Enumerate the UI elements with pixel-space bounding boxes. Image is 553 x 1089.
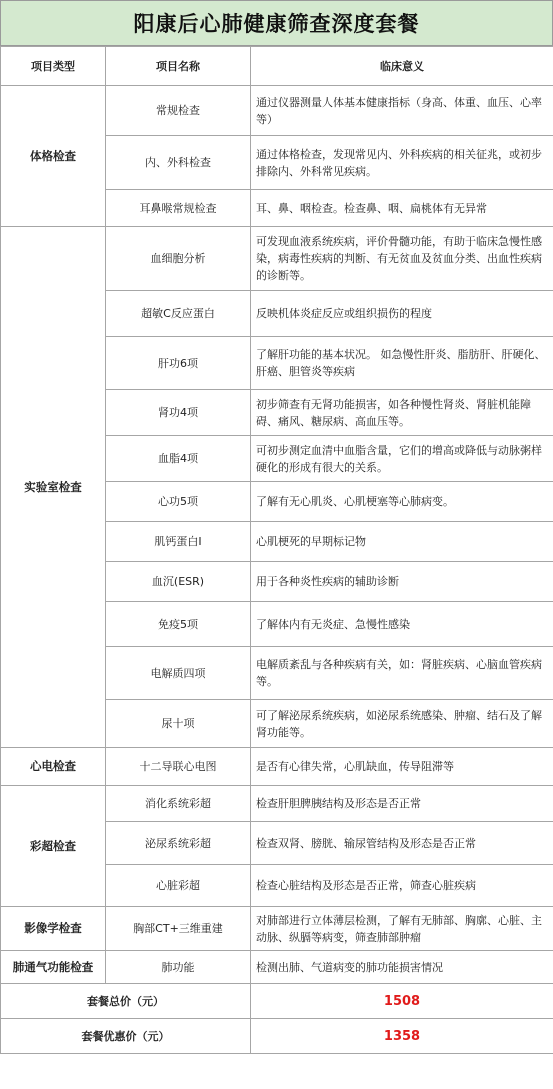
item-name-cell: 免疫5项 <box>106 602 251 647</box>
item-name-cell: 常规检查 <box>106 86 251 136</box>
item-name-cell: 电解质四项 <box>106 647 251 700</box>
item-name-cell: 内、外科检查 <box>106 136 251 190</box>
total-label: 套餐总价（元） <box>1 984 251 1019</box>
item-meaning-cell: 可发现血液系统疾病，评价骨髓功能，有助于临床急慢性感染，病毒性疾病的判断、有无贫血及贫血分类、出血性疾病的诊断等。 <box>251 227 553 291</box>
item-meaning-cell: 心肌梗死的早期标记物 <box>251 522 553 562</box>
item-name-cell: 血脂4项 <box>106 436 251 482</box>
item-meaning-cell: 电解质紊乱与各种疾病有关，如：肾脏疾病、心脑血管疾病等。 <box>251 647 553 700</box>
table-row <box>1 227 553 291</box>
item-meaning-cell: 对肺部进行立体薄层检测，了解有无肺部、胸廓、心脏、主动脉、纵膈等病变，筛查肺部肿瘤 <box>251 907 553 951</box>
table-row <box>1 86 553 136</box>
item-meaning-cell: 通过体格检查，发现常见内、外科疾病的相关征兆，或初步排除内、外科常见疾病。 <box>251 136 553 190</box>
item-name-cell: 肝功6项 <box>106 337 251 390</box>
table-row <box>1 748 553 786</box>
item-name-cell: 心脏彩超 <box>106 865 251 907</box>
item-meaning-cell: 初步筛查有无肾功能损害，如各种慢性肾炎、肾脏机能障碍、痛风、糖尿病、高血压等。 <box>251 390 553 436</box>
table-body <box>1 86 553 1054</box>
item-meaning-cell: 可初步测定血清中血脂含量，它们的增高或降低与动脉粥样硬化的形成有很大的关系。 <box>251 436 553 482</box>
total-row <box>1 984 553 1019</box>
item-meaning-cell: 是否有心律失常，心肌缺血，传导阻滞等 <box>251 748 553 786</box>
table-row <box>1 907 553 951</box>
header-type: 项目类型 <box>1 47 106 86</box>
item-meaning-cell: 反映机体炎症反应或组织损伤的程度 <box>251 291 553 337</box>
table-row <box>1 786 553 822</box>
item-meaning-cell: 了解肝功能的基本状况。 如急慢性肝炎、脂肪肝、肝硬化、肝癌、胆管炎等疾病 <box>251 337 553 390</box>
package-table <box>0 46 553 1054</box>
total-label: 套餐优惠价（元） <box>1 1019 251 1054</box>
item-name-cell: 胸部CT+三维重建 <box>106 907 251 951</box>
page-title: 阳康后心肺健康筛查深度套餐 <box>0 0 553 46</box>
item-name-cell: 耳鼻喉常规检查 <box>106 190 251 227</box>
item-name-cell: 心功5项 <box>106 482 251 522</box>
item-name-cell: 超敏C反应蛋白 <box>106 291 251 337</box>
header-meaning: 临床意义 <box>251 47 553 86</box>
item-meaning-cell: 了解体内有无炎症、急慢性感染 <box>251 602 553 647</box>
item-meaning-cell: 耳、鼻、咽检查。检查鼻、咽、扁桃体有无异常 <box>251 190 553 227</box>
category-cell: 影像学检查 <box>1 907 106 951</box>
table-header-row <box>1 47 553 86</box>
category-cell: 实验室检查 <box>1 227 106 748</box>
total-price: 1508 <box>251 984 553 1019</box>
item-meaning-cell: 检查肝胆脾胰结构及形态是否正常 <box>251 786 553 822</box>
item-meaning-cell: 通过仪器测量人体基本健康指标（身高、体重、血压、心率等） <box>251 86 553 136</box>
item-name-cell: 泌尿系统彩超 <box>106 822 251 865</box>
item-name-cell: 肾功4项 <box>106 390 251 436</box>
header-name: 项目名称 <box>106 47 251 86</box>
category-cell: 体格检查 <box>1 86 106 227</box>
item-meaning-cell: 可了解泌尿系统疾病，如泌尿系统感染、肿瘤、结石及了解肾功能等。 <box>251 700 553 748</box>
category-cell: 彩超检查 <box>1 786 106 907</box>
total-row <box>1 1019 553 1054</box>
item-meaning-cell: 用于各种炎性疾病的辅助诊断 <box>251 562 553 602</box>
item-meaning-cell: 检查双肾、膀胱、输尿管结构及形态是否正常 <box>251 822 553 865</box>
category-cell: 肺通气功能检查 <box>1 951 106 984</box>
item-meaning-cell: 了解有无心肌炎、心肌梗塞等心肺病变。 <box>251 482 553 522</box>
category-cell: 心电检查 <box>1 748 106 786</box>
item-name-cell: 消化系统彩超 <box>106 786 251 822</box>
total-price: 1358 <box>251 1019 553 1054</box>
item-name-cell: 尿十项 <box>106 700 251 748</box>
item-meaning-cell: 检查心脏结构及形态是否正常，筛查心脏疾病 <box>251 865 553 907</box>
item-name-cell: 血细胞分析 <box>106 227 251 291</box>
item-meaning-cell: 检测出肺、气道病变的肺功能损害情况 <box>251 951 553 984</box>
item-name-cell: 肌钙蛋白I <box>106 522 251 562</box>
item-name-cell: 十二导联心电图 <box>106 748 251 786</box>
item-name-cell: 肺功能 <box>106 951 251 984</box>
item-name-cell: 血沉(ESR) <box>106 562 251 602</box>
table-row <box>1 951 553 984</box>
